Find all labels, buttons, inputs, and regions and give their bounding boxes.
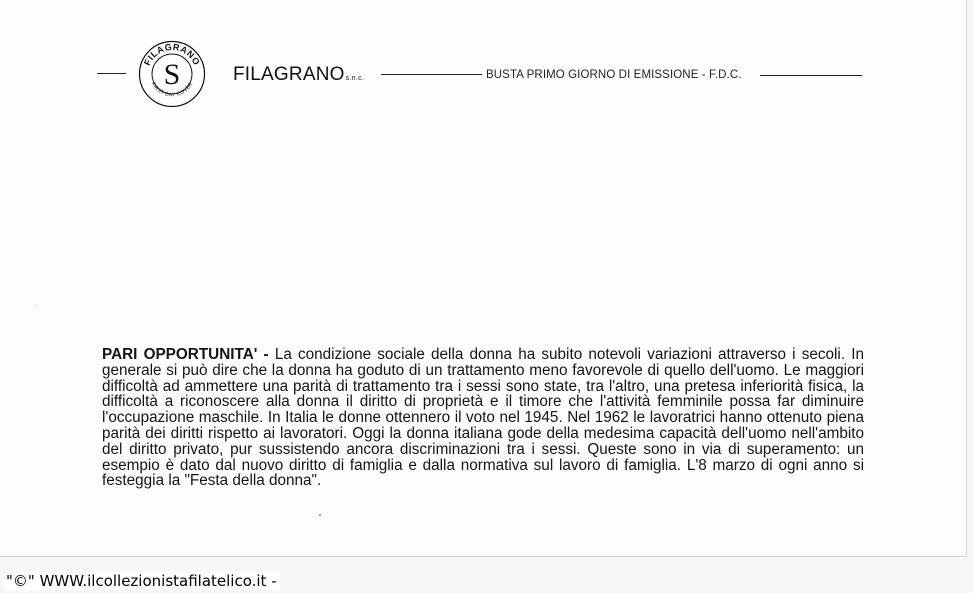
brand-name: [233, 64, 364, 86]
middle-header-rule: [381, 74, 482, 75]
left-header-rule: [97, 73, 126, 74]
article-lead: PARI OPPORTUNITA' -: [102, 346, 269, 363]
watermark-text: "©" WWW.ilcollezionistafilatelico.it -: [4, 572, 280, 590]
paper-speck: [319, 514, 321, 516]
paper-speck: [36, 305, 37, 306]
right-header-rule: [760, 75, 862, 76]
brand-suffix: s.n.c.: [345, 75, 365, 82]
logo-ring-top-text: FILAGRANO: [141, 41, 203, 67]
filagrano-seal: [138, 40, 206, 108]
header-caption: BUSTA PRIMO GIORNO DI EMISSIONE - F.D.C.: [486, 69, 742, 81]
filagrano-logo: [138, 40, 206, 108]
logo-center-letter: S: [163, 58, 181, 91]
article-paragraph: [102, 347, 864, 489]
logo-ring-bottom-text: FIRST DAY COVER: [149, 81, 195, 99]
brand-name-text: FILAGRANO: [233, 64, 345, 85]
article-text: La condizione sociale della donna ha subito notevoli variazioni attraverso i secoli. In generale si può dire che la donna ha goduto di un trattamento meno favorevole di quello dell'uomo. Le maggiori difficoltà ad ammettere una parità di trattamento tra i sessi sono state, tra l'altro, una pretesa inferiorità fisica, la difficoltà a riconoscere alla donna il diritto di proprietà e il timore che l'attività femminile possa far diminuire l'occupazione maschile. In Italia le donne ottennero il voto nel 1945. Nel 1962 le lavoratrici hanno ottenuto piena parità dei diritti rispetto ai lavoratori. Oggi la donna italiana gode della medesima capacità dell'uomo nell'ambito del diritto privato, pur sussistendo ancora discriminazioni tra i sessi. Queste sono in via di superamento: un esempio è dato dal nuovo diritto di famiglia e dalla normativa sul lavoro di famiglia. L'8 marzo di ogni anno si festeggia la "Festa della donna".: [102, 346, 864, 490]
